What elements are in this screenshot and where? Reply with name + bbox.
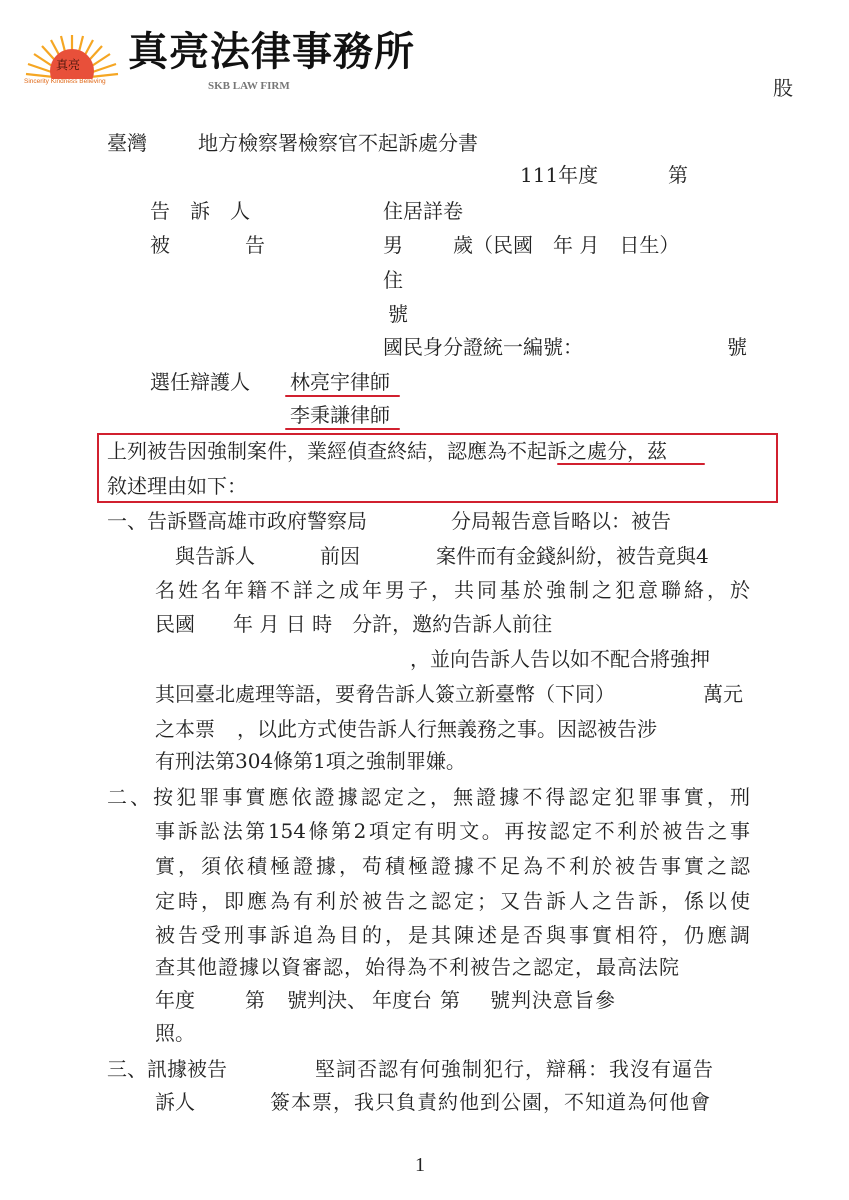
counsel-1-underline bbox=[285, 395, 400, 397]
defendant-label-1: 被 bbox=[150, 233, 170, 257]
firm-name-en: SKB LAW FIRM bbox=[208, 80, 290, 92]
s2-line-3: 實，須依積極證據，苟積極證據不足為不利於被告事實之認 bbox=[155, 854, 750, 878]
s1-line-1a: 一、告訴暨高雄市政府警察局 bbox=[107, 509, 367, 533]
s1-line-2a: 與告訴人 bbox=[175, 544, 255, 568]
defendant-label-2: 告 bbox=[245, 233, 265, 257]
case-year: 111年度 bbox=[520, 163, 599, 187]
s2-line-7d: 年度台 bbox=[372, 988, 432, 1012]
s3-line-2b: 簽本票，我只負責約他到公園，不知道為何他會 bbox=[270, 1090, 711, 1114]
conclusion-text-a: 上列被告因強制案件，業經偵查終結，認應為 bbox=[107, 439, 507, 463]
s2-line-6: 查其他證據以資審認，始得為不利被告之認定，最高法院 bbox=[155, 955, 680, 979]
firm-name: 真亮法律事務所 bbox=[128, 28, 415, 75]
s1-line-6a: 其回臺北處理等語，要脅告訴人簽立新臺幣（下同） bbox=[155, 682, 615, 706]
s1-line-6b: 萬元 bbox=[703, 682, 743, 706]
s2-line-5: 被告受刑事訴追為目的，是其陳述是否與事實相符，仍應調 bbox=[155, 923, 750, 947]
s2-line-7a: 年度 bbox=[155, 988, 195, 1012]
s1-line-4a: 民國 bbox=[155, 612, 195, 636]
title-region: 臺灣 bbox=[107, 131, 147, 155]
address-label: 住 bbox=[383, 268, 403, 292]
complainant-label: 告 訴 人 bbox=[150, 199, 250, 223]
s3-line-1a: 三、訊據被告 bbox=[107, 1057, 227, 1081]
s1-line-1b: 分局報告意旨略以：被告 bbox=[451, 509, 671, 533]
s1-line-7a: 之本票 bbox=[155, 717, 215, 741]
counsel-1: 林亮宇律師 bbox=[290, 370, 390, 394]
s2-line-4: 定時，即應為有利於被告之認定；又告訴人之告訴，係以使 bbox=[155, 889, 750, 913]
s1-line-4b: 年 月 日 時 分許，邀約告訴人前往 bbox=[233, 612, 553, 636]
s2-line-7f: 號判決意旨參 bbox=[490, 988, 616, 1012]
logo-text: 真亮 bbox=[56, 58, 81, 72]
s1-line-5: ，並向告訴人告以如不配合將強押 bbox=[410, 647, 710, 671]
s1-line-2c: 案件而有金錢糾紛，被告竟與4 bbox=[436, 544, 709, 568]
s2-line-1: 二、按犯罪事實應依證據認定之，無證據不得認定犯罪事實，刑 bbox=[107, 785, 750, 809]
defendant-sex: 男 bbox=[383, 233, 403, 257]
complainant-value: 住居詳卷 bbox=[383, 199, 463, 223]
s1-line-2b: 前因 bbox=[320, 544, 360, 568]
s3-line-2a: 訴人 bbox=[155, 1090, 195, 1114]
division-label: 股 bbox=[773, 76, 793, 100]
conclusion-line-1 bbox=[107, 439, 667, 463]
counsel-2-underline bbox=[285, 428, 400, 430]
address-number: 號 bbox=[388, 302, 408, 326]
case-number: 第 bbox=[668, 163, 688, 187]
logo-slogan: Sincerity Kindness Believing bbox=[24, 78, 106, 85]
s2-line-7b: 第 bbox=[245, 988, 265, 1012]
conclusion-underline bbox=[557, 463, 705, 465]
s2-line-2: 事訴訟法第154條第2項定有明文。再按認定不利於被告之事 bbox=[155, 819, 750, 843]
id-number: 號 bbox=[727, 335, 747, 359]
conclusion-highlight: 不起訴之處分 bbox=[507, 439, 627, 463]
s2-line-8: 照。 bbox=[155, 1021, 195, 1045]
s2-line-7c: 號判決、 bbox=[287, 988, 367, 1012]
s1-line-3: 名姓名年籍不詳之成年男子，共同基於強制之犯意聯絡，於 bbox=[155, 578, 750, 602]
conclusion-text-c: ，茲 bbox=[627, 439, 667, 463]
s1-line-8: 有刑法第304條第1項之強制罪嫌。 bbox=[155, 749, 466, 773]
s2-line-7e: 第 bbox=[440, 988, 460, 1012]
conclusion-line-2: 敘述理由如下： bbox=[107, 474, 247, 498]
document-title: 地方檢察署檢察官不起訴處分書 bbox=[198, 131, 478, 155]
s1-line-7b: ，以此方式使告訴人行無義務之事。因認被告涉 bbox=[237, 717, 657, 741]
s3-line-1b: 堅詞否認有何強制犯行，辯稱：我沒有逼告 bbox=[315, 1057, 714, 1081]
counsel-label: 選任辯護人 bbox=[150, 370, 250, 394]
id-label: 國民身分證統一編號： bbox=[383, 335, 583, 359]
logo-sun-icon bbox=[25, 33, 119, 79]
counsel-2: 李秉謙律師 bbox=[290, 403, 390, 427]
defendant-birth: 歲（民國 年 月 日生） bbox=[453, 233, 680, 257]
page-number: 1 bbox=[415, 1154, 425, 1176]
